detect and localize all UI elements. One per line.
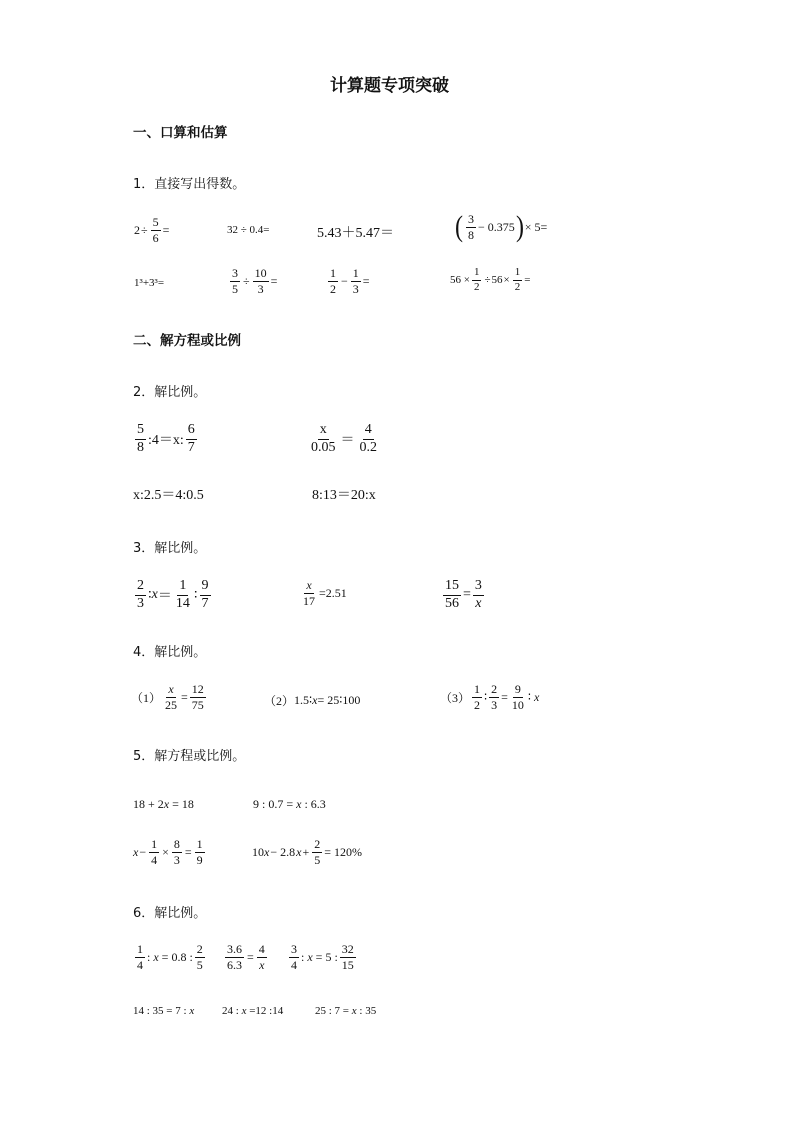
question-1-prompt: 1．直接写出得数。 bbox=[133, 177, 246, 192]
q3-expr-b bbox=[299, 579, 347, 607]
fraction: $\frac{9}{7}$ bbox=[201, 578, 209, 611]
fraction: $\frac{4}{0.2}$ bbox=[359, 422, 377, 455]
fraction: $\frac{1}{4}$ bbox=[137, 942, 143, 972]
fraction: $\frac{2}{3}$ bbox=[491, 682, 498, 712]
fraction: $\frac{2}{5}$ bbox=[314, 837, 321, 867]
op: ∶ bbox=[193, 587, 198, 603]
fraction: $\frac{4}{x}$ bbox=[258, 942, 265, 972]
text: +3³= bbox=[142, 277, 165, 289]
var: x bbox=[296, 797, 302, 811]
text: : 6.3 bbox=[304, 797, 326, 811]
text: = 120% bbox=[324, 844, 362, 859]
text: 14 : 35 = 7 : bbox=[133, 1005, 187, 1017]
q5-expr-a bbox=[133, 797, 194, 812]
question-2-prompt: 2．解比例。 bbox=[133, 385, 207, 400]
var: x bbox=[153, 949, 159, 964]
q1-expr-a bbox=[134, 216, 169, 244]
fraction: $\frac{9}{10}$ bbox=[511, 682, 524, 712]
op: ÷ bbox=[243, 273, 250, 288]
num: 2 bbox=[134, 222, 140, 237]
q2-expr-a bbox=[133, 423, 199, 455]
q1-expr-f bbox=[228, 267, 277, 295]
q6-expr-f bbox=[315, 1005, 376, 1017]
var: x bbox=[307, 949, 313, 964]
text: 1.5∶ bbox=[294, 693, 313, 707]
fraction: $\frac{1}{2}$ bbox=[514, 266, 521, 293]
text: 24 : bbox=[222, 1005, 239, 1017]
text: − 0.375 bbox=[478, 219, 515, 234]
text: =12 :14 bbox=[249, 1005, 284, 1017]
section-heading-equations: 二、解方程或比例 bbox=[133, 333, 241, 349]
text: =2.51 bbox=[319, 585, 347, 600]
var: x bbox=[351, 1005, 357, 1017]
q6-expr-d bbox=[133, 1005, 194, 1017]
text: 25 : 7 = bbox=[315, 1005, 350, 1017]
paren-group: ( $\frac{3}{8}$ − 0.375 ) bbox=[455, 210, 524, 243]
q4-expr-a bbox=[131, 683, 208, 711]
fraction: $\frac{x}{25}$ bbox=[165, 682, 178, 712]
op: = bbox=[362, 273, 370, 288]
op: = bbox=[463, 587, 471, 603]
var: x bbox=[133, 844, 139, 859]
op: ＝ bbox=[340, 433, 355, 449]
q4-expr-c bbox=[440, 683, 539, 711]
fraction: $\frac{1}{9}$ bbox=[196, 837, 203, 867]
op: − bbox=[139, 844, 147, 859]
text: :4＝x: bbox=[148, 433, 184, 449]
text: 10 bbox=[252, 844, 264, 859]
fraction: $\frac{1}{2}$ bbox=[330, 266, 336, 296]
fraction: $\frac{1}{2}$ bbox=[473, 266, 480, 293]
q1-expr-d bbox=[454, 212, 547, 242]
q6-expr-a bbox=[133, 943, 207, 971]
text: 1³ bbox=[134, 277, 143, 289]
q6-expr-b bbox=[223, 943, 269, 971]
op: : bbox=[301, 949, 305, 964]
op: = bbox=[184, 844, 192, 859]
q1-expr-b: 32 ÷ 0.4= bbox=[227, 224, 270, 236]
q5-expr-b bbox=[253, 797, 326, 812]
fraction: $\frac{3}{5}$ bbox=[232, 266, 238, 296]
var: x bbox=[534, 689, 540, 704]
fraction: $\frac{x}{0.05}$ bbox=[311, 422, 336, 455]
fraction: $\frac{5}{8}$ bbox=[137, 422, 144, 455]
q1-expr-g bbox=[326, 267, 370, 295]
op: = bbox=[524, 274, 531, 287]
question-3-prompt: 3．解比例。 bbox=[133, 541, 207, 556]
op: ÷ bbox=[484, 274, 491, 287]
q3-expr-c bbox=[441, 579, 486, 611]
op: = bbox=[270, 273, 278, 288]
q3-expr-a bbox=[133, 579, 213, 611]
text: 56 × bbox=[450, 274, 470, 287]
text: = 5 : bbox=[315, 949, 338, 964]
op: − bbox=[341, 273, 348, 288]
fraction: $\frac{3}{8}$ bbox=[468, 211, 474, 242]
q2-expr-d: 8:13＝20:x bbox=[312, 488, 376, 503]
var: x bbox=[189, 1005, 195, 1017]
fraction: $\frac{x}{17}$ bbox=[303, 578, 315, 608]
page-title: 计算题专项突破 bbox=[330, 76, 449, 96]
fraction: $\frac{2}{5}$ bbox=[196, 942, 203, 972]
op: = bbox=[501, 689, 508, 704]
op: ∶ bbox=[148, 587, 152, 603]
text: = 18 bbox=[172, 797, 194, 811]
op: + bbox=[302, 844, 310, 859]
q1-expr-e bbox=[134, 277, 164, 289]
q5-expr-d bbox=[252, 838, 362, 866]
op: ÷ bbox=[141, 222, 148, 237]
var: x bbox=[151, 587, 158, 603]
fraction: $\frac{1}{4}$ bbox=[151, 837, 158, 867]
text: − 2.8 bbox=[270, 844, 296, 859]
fraction: $\frac{6}{7}$ bbox=[187, 422, 195, 455]
op: ∶ bbox=[484, 689, 488, 704]
op: ＝ bbox=[157, 589, 172, 605]
var: x bbox=[163, 797, 170, 811]
question-5-prompt: 5．解方程或比例。 bbox=[133, 749, 246, 764]
op: = bbox=[181, 689, 188, 704]
label: （1） bbox=[131, 690, 162, 705]
fraction: $\frac{3}{x}$ bbox=[474, 578, 482, 611]
fraction: $\frac{3}{4}$ bbox=[291, 942, 297, 972]
fraction: $\frac{2}{3}$ bbox=[137, 578, 144, 611]
fraction: $\frac{8}{3}$ bbox=[173, 837, 180, 867]
section-heading-mental-calc: 一、口算和估算 bbox=[133, 125, 228, 141]
text: : 35 bbox=[359, 1005, 377, 1017]
fraction: $\frac{32}{15}$ bbox=[341, 942, 354, 972]
question-6-prompt: 6．解比例。 bbox=[133, 906, 207, 921]
q1-expr-h bbox=[450, 267, 530, 293]
fraction: $\frac{1}{14}$ bbox=[175, 578, 190, 611]
fraction: $\frac{5}{6}$ bbox=[152, 215, 159, 245]
var: x bbox=[296, 844, 302, 859]
fraction: $\frac{1}{2}$ bbox=[474, 682, 481, 712]
op: × bbox=[503, 274, 510, 287]
op: = bbox=[162, 222, 170, 237]
text: × 5= bbox=[524, 219, 548, 234]
fraction: $\frac{10}{3}$ bbox=[254, 266, 267, 296]
op: ∶ bbox=[527, 689, 532, 704]
question-4-prompt: 4．解比例。 bbox=[133, 645, 207, 660]
fraction: $\frac{1}{3}$ bbox=[352, 266, 359, 296]
q1-expr-c: 5.43＋5.47＝ bbox=[317, 226, 394, 241]
fraction: $\frac{3.6}{6.3}$ bbox=[227, 942, 242, 972]
op: = bbox=[247, 949, 254, 964]
var: x bbox=[264, 844, 270, 859]
q4-expr-b bbox=[264, 692, 360, 709]
q6-expr-e bbox=[222, 1005, 283, 1017]
fraction: $\frac{12}{75}$ bbox=[191, 682, 204, 712]
var: x bbox=[312, 693, 318, 707]
var: x bbox=[241, 1005, 247, 1017]
num: 56 bbox=[491, 274, 503, 287]
op: × bbox=[162, 844, 169, 859]
fraction: $\frac{15}{56}$ bbox=[445, 578, 459, 611]
text: 18 + 2 bbox=[133, 797, 164, 811]
label: （3） bbox=[440, 690, 471, 705]
text: 9 : 0.7 = bbox=[253, 797, 294, 811]
label: （2） bbox=[264, 694, 295, 708]
text: = 0.8 : bbox=[161, 949, 193, 964]
text: = 25∶100 bbox=[317, 693, 361, 707]
q2-expr-b bbox=[307, 423, 381, 455]
q2-expr-c: x:2.5＝4:0.5 bbox=[133, 488, 204, 503]
text: : bbox=[147, 949, 151, 964]
q5-expr-c bbox=[133, 838, 207, 866]
q6-expr-c bbox=[287, 943, 358, 971]
